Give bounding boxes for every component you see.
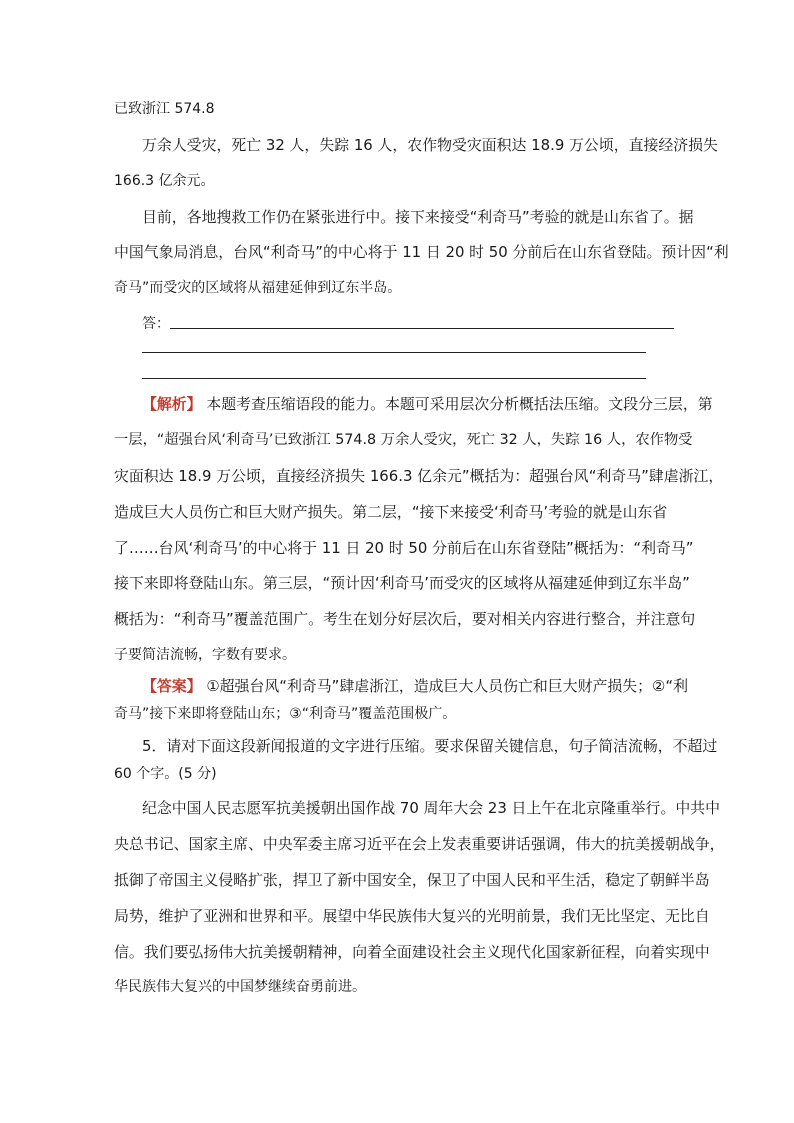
analysis-line: 灾面积达 18.9 万公顷，直接经济损失 166.3 亿余元”概括为：超强台风“利奇马”肆虐浙江， — [114, 467, 724, 485]
q5-passage-line: 局势，维护了亚洲和世界和平。展望中华民族伟大复兴的光明前景，我们无比坚定、无比自 — [114, 907, 710, 925]
analysis-line: 造成巨大人员伤亡和巨大财产损失。第二层，“接下来接受‘利奇马’考验的就是山东省 — [114, 503, 668, 521]
analysis-line: 概括为：“利奇马”覆盖范围广。考生在划分好层次后，要对相关内容进行整合，并注意句 — [114, 610, 696, 628]
analysis-line: 子要简洁流畅，字数有要求。 — [114, 647, 296, 663]
analysis-tag: 【解析】 — [142, 395, 202, 413]
answer-line — [142, 676, 688, 696]
q4-passage-line: 万余人受灾，死亡 32 人，失踪 16 人，农作物受灾面积达 18.9 万公顷，直接经济损失 — [142, 136, 718, 154]
answer-blank-line[interactable] — [170, 328, 674, 329]
analysis-line: 了……台风‘利奇马’的中心将于 11 日 20 时 50 分前后在山东省登陆”概括为：“利奇马” — [114, 539, 694, 557]
q5-passage-line: 华民族伟大复兴的中国梦继续奋勇前进。 — [114, 979, 366, 995]
q5-passage-line: 抵御了帝国主义侵略扩张，捍卫了新中国安全，保卫了中国人民和平生活，稳定了朝鲜半岛 — [114, 871, 710, 889]
answer-label: 答： — [142, 316, 170, 332]
q5-passage-line: 央总书记、国家主席、中央军委主席习近平在会上发表重要讲话强调，伟大的抗美援朝战争， — [114, 835, 725, 853]
answer-blank-line[interactable] — [142, 378, 646, 379]
answer-tag: 【答案】 — [142, 677, 202, 695]
analysis-line — [142, 394, 713, 414]
q4-passage-line: 中国气象局消息，台风“利奇马”的中心将于 11 日 20 时 50 分前后在山东省登陆。预计因“利 — [114, 243, 729, 261]
answer-line: 奇马”接下来即将登陆山东；③“利奇马”覆盖范围极广。 — [114, 706, 457, 722]
q5-prompt-line: 5．请对下面这段新闻报道的文字进行压缩。要求保留关键信息，句子简洁流畅，不超过 — [142, 737, 718, 755]
q4-passage-line: 已致浙江 574.8 — [114, 101, 215, 117]
q4-passage-line: 奇马”而受灾的区域将从福建延伸到辽东半岛。 — [114, 280, 402, 296]
q5-passage-line: 纪念中国人民志愿军抗美援朝出国作战 70 周年大会 23 日上午在北京隆重举行。中共中 — [142, 799, 721, 817]
answer-text: ①超强台风“利奇马”肆虐浙江，造成巨大人员伤亡和巨大财产损失；②“利 — [206, 677, 688, 695]
analysis-text: 本题考查压缩语段的能力。本题可采用层次分析概括法压缩。文段分三层，第 — [206, 395, 713, 413]
analysis-line: 接下来即将登陆山东。第三层，“预计因‘利奇马’而受灾的区域将从福建延伸到辽东半岛” — [114, 574, 690, 592]
answer-blank-line[interactable] — [142, 352, 646, 353]
q4-passage-line: 166.3 亿余元。 — [114, 173, 215, 189]
analysis-line: 一层，“超强台风‘利奇马’已致浙江 574.8 万余人受灾，死亡 32 人，失踪 16 人，农作物受 — [114, 432, 693, 448]
q4-passage-line: 目前，各地搜救工作仍在紧张进行中。接下来接受“利奇马”考验的就是山东省了。据 — [142, 208, 694, 226]
q5-prompt-line: 60 个字。(5 分) — [114, 766, 217, 782]
q5-passage-line: 信。我们要弘扬伟大抗美援朝精神，向着全面建设社会主义现代化国家新征程，向着实现中 — [114, 943, 710, 961]
